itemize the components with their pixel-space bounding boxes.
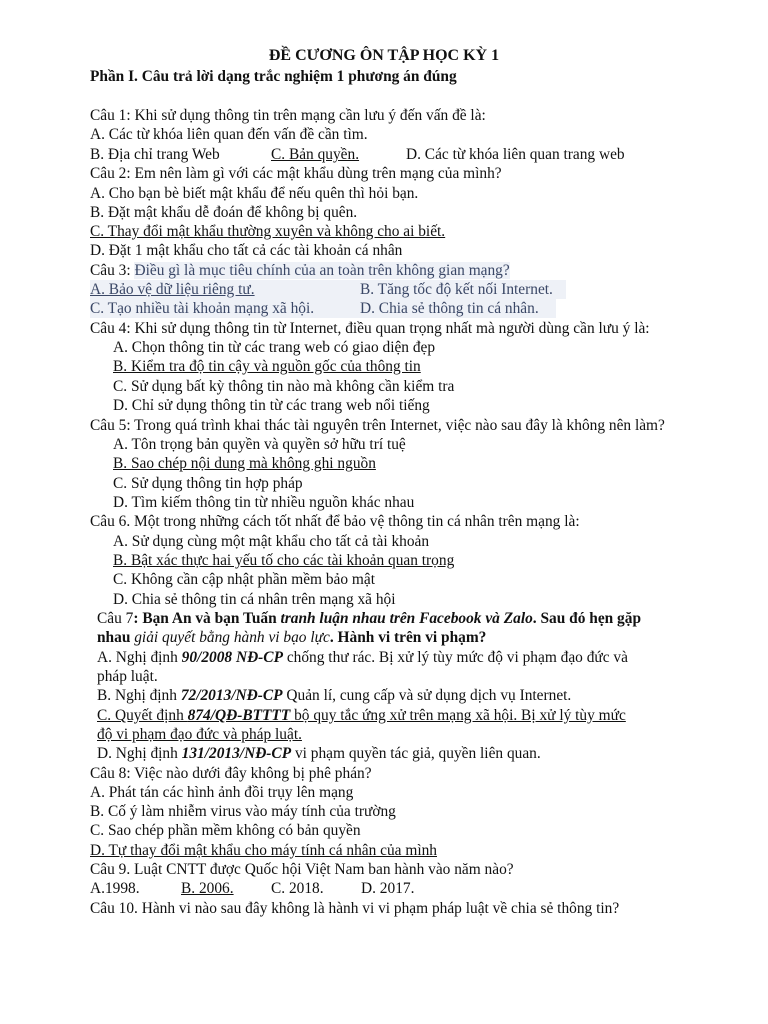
- q7-option-a-cont: pháp luật.: [97, 668, 158, 685]
- q7-stem-line2: [97, 628, 486, 647]
- q7-option-c-cont: độ vi phạm đạo đức và pháp luật.: [97, 726, 302, 743]
- q5-option-b-answer: B. Sao chép nội dung mà không ghi nguồn: [113, 455, 376, 472]
- q9-option-c: C. 2018.: [271, 880, 324, 897]
- q3-label: Câu 3:: [90, 262, 135, 279]
- q8-option-a: A. Phát tán các hình ảnh đồi trụy lên mạng: [90, 784, 354, 801]
- q4-option-b-answer: B. Kiểm tra độ tin cậy và nguồn gốc của thông tin: [113, 358, 421, 375]
- q3-line: [90, 261, 510, 280]
- q8-option-b: B. Cố ý làm nhiễm virus vào máy tính của trường: [90, 803, 396, 820]
- q2-stem: Câu 2: Em nên làm gì với các mật khẩu dùng trên mạng của mình?: [90, 165, 502, 182]
- q7-b-decree: 72/2013/NĐ-CP: [180, 687, 283, 704]
- q3-option-a-answer: A. Bảo vệ dữ liệu riêng tư.: [90, 280, 360, 299]
- q7-a-prefix: A. Nghị định: [97, 649, 182, 666]
- q7-option-c-answer: [97, 706, 626, 725]
- q6-option-c: C. Không cần cập nhật phần mềm bảo mật: [113, 571, 375, 588]
- document-title: ĐỀ CƯƠNG ÔN TẬP HỌC KỲ 1: [268, 47, 500, 64]
- q7-stem-part1: : Bạn An và bạn Tuấn: [133, 610, 281, 627]
- q1-option-b: B. Địa chỉ trang Web: [90, 146, 220, 163]
- q6-option-d: D. Chia sẻ thông tin cá nhân trên mạng xã hội: [113, 591, 396, 608]
- section-heading: Phần I. Câu trả lời dạng trắc nghiệm 1 phương án đúng: [90, 68, 457, 85]
- q7-b-prefix: B. Nghị định: [97, 687, 181, 704]
- q2-option-d: D. Đặt 1 mật khẩu cho tất cả các tài khoản cá nhân: [90, 242, 403, 259]
- q10-stem: Câu 10. Hành vi nào sau đây không là hành vi vi phạm pháp luật về chia sẻ thông tin?: [90, 900, 620, 917]
- q3-option-d: D. Chia sẻ thông tin cá nhân.: [360, 299, 556, 318]
- q7-d-text: vi phạm quyền tác giả, quyền liên quan.: [291, 745, 541, 762]
- q5-stem: Câu 5: Trong quá trình khai thác tài nguyên trên Internet, việc nào sau đây là không nên làm?: [90, 417, 665, 434]
- q4-option-d: D. Chỉ sử dụng thông tin từ các trang web nổi tiếng: [113, 397, 430, 414]
- q5-option-a: A. Tôn trọng bản quyền và quyền sở hữu trí tuệ: [113, 436, 406, 453]
- q5-option-c: C. Sử dụng thông tin hợp pháp: [113, 475, 303, 492]
- q9-stem: Câu 9. Luật CNTT được Quốc hội Việt Nam ban hành vào năm nào?: [90, 861, 514, 878]
- q9-option-a: A.1998.: [90, 880, 140, 897]
- q3-option-b: B. Tăng tốc độ kết nối Internet.: [360, 280, 566, 299]
- q7-stem-part5: giải quyết bằng hành vi bạo lực: [134, 629, 330, 646]
- q7-option-b: [97, 686, 571, 705]
- q4-option-a: A. Chọn thông tin từ các trang web có giao diện đẹp: [113, 339, 436, 356]
- q7-d-decree: 131/2013/NĐ-CP: [181, 745, 292, 762]
- q7-option-d: [97, 744, 541, 763]
- q4-stem: Câu 4: Khi sử dụng thông tin từ Internet, điều quan trọng nhất mà người dùng cần lưu ý là:: [90, 320, 650, 337]
- q9-option-d: D. 2017.: [361, 880, 415, 897]
- q7-stem-part3: . Sau đó hẹn gặp: [532, 610, 642, 627]
- q1-stem: Câu 1: Khi sử dụng thông tin trên mạng cần lưu ý đến vấn đề là:: [90, 107, 486, 124]
- q2-option-c-answer: C. Thay đổi mật khẩu thường xuyên và không cho ai biết.: [90, 223, 446, 240]
- q3-option-c: C. Tạo nhiều tài khoản mạng xã hội.: [90, 299, 360, 318]
- q4-option-c: C. Sử dụng bất kỳ thông tin nào mà không cần kiểm tra: [113, 378, 455, 395]
- q7-c-prefix: C. Quyết định: [97, 707, 188, 724]
- q6-option-b-answer: B. Bật xác thực hai yếu tố cho các tài khoản quan trọng: [113, 552, 455, 569]
- q7-stem-part6: . Hành vi trên vi phạm?: [329, 629, 487, 646]
- q2-option-b: B. Đặt mật khẩu dễ đoán để không bị quên.: [90, 204, 358, 221]
- q7-d-prefix: D. Nghị định: [97, 745, 182, 762]
- q5-option-d: D. Tìm kiếm thông tin từ nhiều nguồn khác nhau: [113, 494, 415, 511]
- q7-c-text: bộ quy tắc ứng xử trên mạng xã hội. Bị xử lý tùy mức: [290, 707, 626, 724]
- q6-option-a: A. Sử dụng cùng một mật khẩu cho tất cả tài khoản: [113, 533, 430, 550]
- q7-option-a: [97, 648, 628, 667]
- q7-a-text: chống thư rác. Bị xử lý tùy mức độ vi phạm đạo đức và: [282, 649, 628, 666]
- q7-stem-line1: [97, 609, 641, 628]
- q7-b-text: Quản lí, cung cấp và sử dụng dịch vụ Internet.: [282, 687, 572, 704]
- q1-option-c-answer: C. Bản quyền.: [271, 146, 360, 163]
- q7-stem-part4: nhau: [97, 629, 135, 646]
- q8-option-d-answer: D. Tự thay đổi mật khẩu cho máy tính cá nhân của mình: [90, 842, 437, 859]
- q6-stem: Câu 6. Một trong những cách tốt nhất để bảo vệ thông tin cá nhân trên mạng là:: [90, 513, 580, 530]
- q9-option-b-answer: B. 2006.: [181, 880, 234, 897]
- q7-stem-part2: tranh luận nhau trên Facebook và Zalo: [280, 610, 533, 627]
- q8-option-c: C. Sao chép phần mềm không có bản quyền: [90, 822, 361, 839]
- q7-c-decision: 874/QĐ-BTTTT: [187, 707, 291, 724]
- q2-option-a: A. Cho bạn bè biết mật khẩu để nếu quên thì hỏi bạn.: [90, 185, 419, 202]
- q1-option-a: A. Các từ khóa liên quan đến vấn đề cần tìm.: [90, 126, 368, 143]
- q7-a-decree: 90/2008 NĐ-CP: [181, 649, 283, 666]
- q8-stem: Câu 8: Việc nào dưới đây không bị phê phán?: [90, 765, 372, 782]
- q7-label: Câu 7: [97, 610, 134, 627]
- q3-stem: Điều gì là mục tiêu chính của an toàn trên không gian mạng?: [134, 262, 510, 279]
- q1-option-d: D. Các từ khóa liên quan trang web: [406, 146, 625, 163]
